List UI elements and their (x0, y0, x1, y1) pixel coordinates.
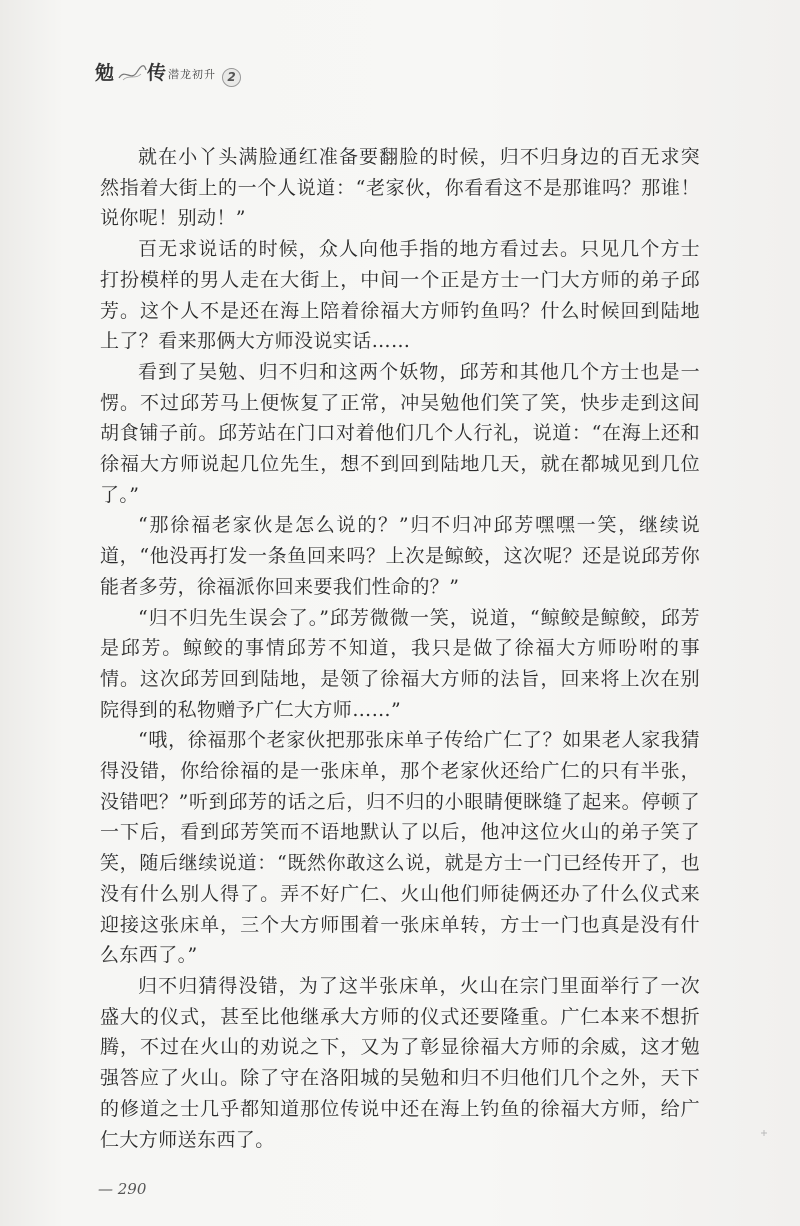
swirl-ornament-icon (117, 62, 147, 84)
paragraph: “那徐福老家伙是怎么说的？”归不归冲邱芳嘿嘿一笑，继续说道，“他没再打发一条鱼回来吗？上次是鲸鲛，这次呢？还是说邱芳你能者多劳，徐福派你回来要我们性命的？” (100, 514, 700, 598)
paragraph: “哦，徐福那个老家伙把那张床单子传给广仁了？如果老人家我猜得没错，你给徐福的是一张床单，那个老家伙还给广仁的只有半张，没错吧？”听到邱芳的话之后，归不归的小眼睛便眯缝了起来。停顿了一下后，看到邱芳笑而不语地默认了以后，他冲这位火山的弟子笑了笑，随后继续说道：“既然你敢这么说，就是方士一门已经传开了，也没有什么别人得了。弄不好广仁、火山他们师徒俩还办了什么仪式来迎接这张床单，三个大方师围着一张床单转，方士一门也真是没有什么东西了。” (100, 729, 700, 967)
volume-badge: 2 (222, 68, 241, 87)
paragraph: “归不归先生误会了。”邱芳微微一笑，说道，“鲸鲛是鲸鲛，邱芳是邱芳。鲸鲛的事情邱芳不知道，我只是做了徐福大方师吩咐的事情。这次邱芳回到陆地，是领了徐福大方师的法旨，回来将上次在别院得到的私物赠予广仁大方师……” (100, 606, 700, 721)
running-header (95, 56, 355, 96)
paragraph: 归不归猜得没错，为了这半张床单，火山在宗门里面举行了一次盛大的仪式，甚至比他继承大方师的仪式还要隆重。广仁本来不想折腾，不过在火山的劝说之下，又为了彰显徐福大方师的余威，这才勉强答应了火山。除了守在洛阳城的吴勉和归不归他们几个之外，天下的修道之士几乎都知道那位传说中还在海上钓鱼的徐福大方师，给广仁大方师送东西了。 (100, 974, 700, 1151)
page-number: — 290 (98, 1180, 147, 1198)
header-title-char-1: 勉 (95, 62, 115, 84)
paragraph: 百无求说话的时候，众人向他手指的地方看过去。只见几个方士打扮模样的男人走在大街上，中间一个正是方士一门大方师的弟子邱芳。这个人不是还在海上陪着徐福大方师钓鱼吗？什么时候回到陆地上了？看来那俩大方师没说实话…… (100, 238, 700, 353)
header-title-char-2: 传 (147, 62, 167, 84)
body-text (100, 142, 700, 1155)
header-subtitle: 潜龙初升 (168, 68, 216, 81)
paragraph: 就在小丫头满脸通红准备要翻脸的时候，归不归身边的百无求突然指着大街上的一个人说道：“老家伙，你看看这不是那谁吗？那谁！说你呢！别动！” (100, 146, 700, 230)
scan-mark-icon (760, 1129, 768, 1137)
paragraph: 看到了吴勉、归不归和这两个妖物，邱芳和其他几个方士也是一愣。不过邱芳马上便恢复了正常，冲吴勉他们笑了笑，快步走到这间胡食铺子前。邱芳站在门口对着他们几个人行礼，说道：“在海上还和徐福大方师说起几位先生，想不到回到陆地几天，就在都城见到几位了。” (100, 360, 700, 506)
